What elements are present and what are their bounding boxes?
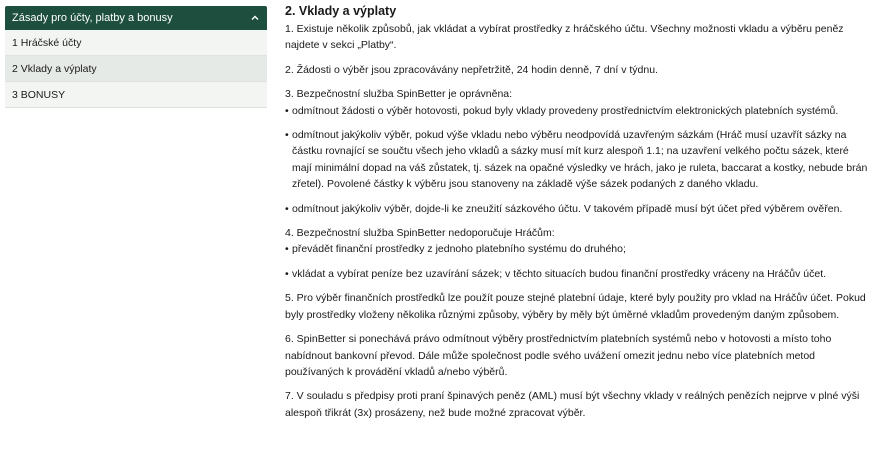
bullet-text: odmítnout jakýkoliv výběr, dojde-li ke zneužití sázkového účtu. V takovém případě musí být účet před výběrem ověřen. (292, 202, 843, 215)
sidebar-header-label: Zásady pro účty, platby a bonusy (12, 12, 173, 24)
paragraph-6: 6. SpinBetter si ponechává právo odmítnout výběry prostřednictvím platebních systémů nebo v hotovosti a místo toho nabídnout bankovní převod. Dále může společnost podle svého uvážení omezit jednu nebo více platebních metod používaných k provádění vkladů a/nebo výběrů. (285, 333, 832, 378)
chevron-up-icon[interactable] (251, 14, 259, 22)
sidebar-item-label: 2 Vklady a výplaty (12, 62, 97, 75)
bullet-item (285, 241, 870, 257)
main-content (285, 3, 870, 429)
bullet-marker: • (285, 267, 289, 280)
bullet-item (285, 127, 870, 193)
bullet-text: vkládat a vybírat peníze bez uzavírání sázek; v těchto situacích budou finanční prostředky vráceny na Hráčův účet. (292, 267, 827, 280)
bullet-marker: • (285, 129, 289, 142)
sidebar (5, 6, 267, 108)
sidebar-item-bonuses[interactable] (5, 82, 267, 108)
sidebar-header[interactable] (5, 6, 267, 30)
sidebar-item-label: 1 Hráčské účty (12, 36, 82, 49)
sidebar-item-label: 3 BONUSY (12, 88, 66, 101)
paragraph-1: 1. Existuje několik způsobů, jak vkládat a vybírat prostředky z hráčského účtu. Všechny možnosti vkladu a výběru peněz najdete v sekci „Platby“. (285, 23, 844, 52)
bullet-text: převádět finanční prostředky z jednoho platebního systému do druhého; (292, 243, 626, 256)
paragraph-2: 2. Žádosti o výběr jsou zpracovávány nepřetržitě, 24 hodin denně, 7 dní v týdnu. (285, 63, 658, 76)
bullet-marker: • (285, 202, 289, 215)
bullet-item (285, 201, 870, 217)
sidebar-item-player-accounts[interactable] (5, 30, 267, 56)
page-title: 2. Vklady a výplaty (285, 4, 397, 18)
sidebar-item-deposits-withdrawals[interactable] (5, 56, 267, 82)
paragraph-4: 4. Bezpečnostní služba SpinBetter nedoporučuje Hráčům: (285, 227, 555, 240)
bullet-marker: • (285, 243, 289, 256)
paragraph-3: 3. Bezpečnostní služba SpinBetter je oprávněna: (285, 88, 513, 101)
bullet-text: odmítnout žádosti o výběr hotovosti, pokud byly vklady provedeny prostřednictvím elektronických platebních systémů. (292, 104, 839, 117)
bullet-marker: • (285, 104, 289, 117)
bullet-text: odmítnout jakýkoliv výběr, pokud výše vkladu nebo výběru neodpovídá uzavřeným sázkám (Hráč musí uzavřít sázky na částku rovnající se součtu všech jeho vkladů a sázky musí mít kurz alespoň 1.1; na uzavření velkého počtu sázek, které mají minimální dopad na váš zůstatek, tj. sázek na opačné výsledky ve hrách, jako je ruleta, baccarat a kostky, nebude brán zřetel). Povolené částky k výběru jsou stanoveny na základě výše sázek podaných z daného vkladu. (292, 129, 868, 191)
paragraph-5: 5. Pro výběr finančních prostředků lze použít pouze stejné platební údaje, které byly použity pro vklad na Hráčův účet. Pokud byly prostředky vloženy několika různými způsoby, výběry by měly být úměrné vkladům provedeným daným způsobem. (285, 292, 866, 321)
paragraph-7: 7. V souladu s předpisy proti praní špinavých peněz (AML) musí být všechny vklady v reálných penězích nejprve v plné výši alespoň třikrát (3x) prosázeny, než bude možné zpracovat výběr. (285, 390, 860, 419)
bullet-item (285, 266, 870, 282)
bullet-item (285, 103, 870, 119)
